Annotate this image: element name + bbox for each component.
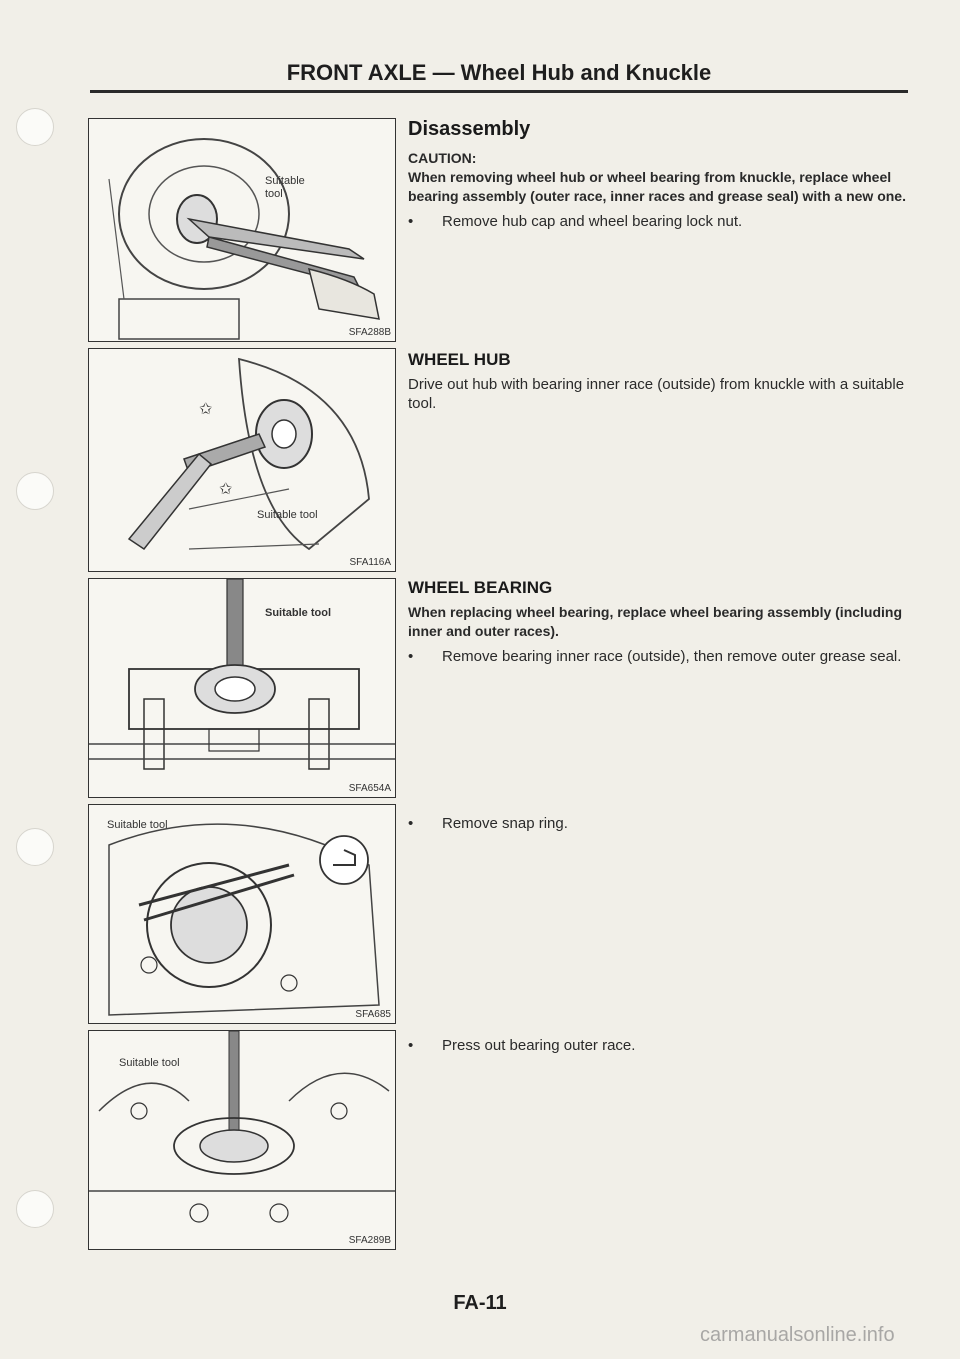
punch-hole bbox=[16, 108, 54, 146]
disassembly-bullet: • Remove hub cap and wheel bearing lock nut. bbox=[408, 212, 908, 231]
figure-remove-inner-race bbox=[88, 578, 396, 798]
figure-code: SFA289B bbox=[348, 1235, 391, 1246]
press-illustration bbox=[89, 579, 395, 797]
callout-suitable-tool: Suitable tool bbox=[119, 1057, 180, 1069]
callout-suitable-tool: Suitable tool bbox=[107, 819, 168, 831]
watermark: carmanualsonline.info bbox=[700, 1324, 895, 1346]
figure-press-outer-race bbox=[88, 1030, 396, 1250]
callout-suitable-tool: Suitable tool bbox=[265, 175, 305, 200]
header-rule bbox=[90, 90, 908, 93]
figure-drive-out-hub bbox=[88, 348, 396, 572]
svg-text:✩: ✩ bbox=[219, 479, 233, 498]
punch-hole bbox=[16, 828, 54, 866]
svg-text:✩: ✩ bbox=[199, 399, 213, 418]
section-disassembly bbox=[408, 120, 908, 231]
punch-hole bbox=[16, 472, 54, 510]
section-snap-ring bbox=[408, 808, 908, 833]
snap-ring-illustration bbox=[89, 805, 395, 1023]
wheel-bearing-note: When replacing wheel bearing, replace wheel bearing assembly (including inner and outer races). bbox=[408, 604, 903, 639]
callout-suitable-tool: Suitable tool bbox=[265, 607, 331, 619]
caution-text: When removing wheel hub or wheel bearing from knuckle, replace wheel bearing assembly (outer race, inner races and grease seal) with a new one. bbox=[408, 169, 906, 204]
section-wheel-bearing bbox=[408, 578, 908, 666]
page-header: FRONT AXLE — Wheel Hub and Knuckle bbox=[286, 60, 712, 85]
wheel-hub-heading: WHEEL HUB bbox=[408, 350, 511, 369]
punch-hole bbox=[16, 1190, 54, 1228]
wheel-bearing-bullet: • Remove bearing inner race (outside), then remove outer grease seal. bbox=[408, 647, 908, 666]
figure-code: SFA116A bbox=[349, 557, 391, 568]
figure-code: SFA288B bbox=[348, 327, 391, 338]
figure-code: SFA685 bbox=[355, 1009, 391, 1020]
section-wheel-hub bbox=[408, 350, 908, 413]
page-number: FA-11 bbox=[453, 1292, 507, 1314]
wheel-hub-text: Drive out hub with bearing inner race (outside) from knuckle with a suitable tool. bbox=[408, 376, 905, 412]
figure-hub-cap-removal bbox=[88, 118, 396, 342]
wheel-bearing-heading: WHEEL BEARING bbox=[408, 578, 553, 597]
caution-label: CAUTION: bbox=[408, 150, 477, 166]
hub-cap-illustration bbox=[89, 119, 395, 341]
disassembly-heading: Disassembly bbox=[408, 118, 531, 140]
outer-race-bullet: • Press out bearing outer race. bbox=[408, 1036, 908, 1055]
snap-ring-bullet: • Remove snap ring. bbox=[408, 814, 908, 833]
callout-suitable-tool: Suitable tool bbox=[257, 509, 318, 521]
figure-remove-snap-ring bbox=[88, 804, 396, 1024]
figure-code: SFA654A bbox=[348, 783, 391, 794]
section-outer-race bbox=[408, 1030, 908, 1055]
drive-out-hub-illustration bbox=[89, 349, 395, 571]
